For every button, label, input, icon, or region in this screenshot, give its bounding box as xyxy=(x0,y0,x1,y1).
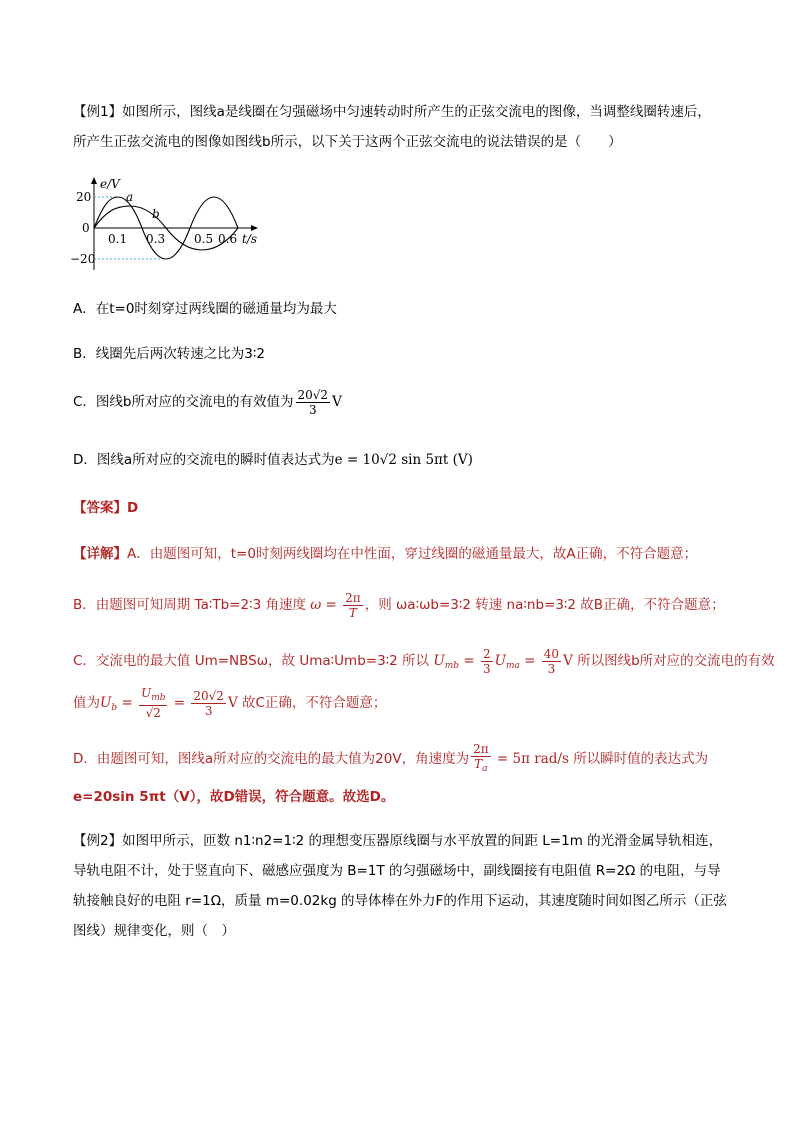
graph-ylabel: e/V xyxy=(100,177,120,191)
ex1-question-line2: 所产生正弦交流电的图像如图线b所示，以下关于这两个正弦交流电的说法错误的是（ ） xyxy=(73,134,622,150)
ex1-question-line1: 【例1】如图所示，图线a是线圈在匀强磁场中匀速转动时所产生的正弦交流电的图像，当调整线圈转速后， xyxy=(73,104,711,120)
graph-xtick-06: 0.6 xyxy=(218,232,238,246)
explain-d-line2: e=20sin 5πt（V），故D错误，符合题意。故选D。 xyxy=(73,789,395,805)
explain-c-mid: 所以图线b所对应的交流电的有效 xyxy=(577,653,775,669)
graph-ytick-20: 20 xyxy=(76,190,92,204)
option-d-text: D．图线a所对应的交流电的瞬时值表达式为 xyxy=(73,452,335,468)
explain-b-post: ，则 ωa∶ωb=3∶2 转速 na∶nb=3∶2 故B正确，不符合题意； xyxy=(364,597,725,613)
explain-c-line2-post: 故C正确，不符合题意； xyxy=(242,695,387,711)
graph-ytick-0: 0 xyxy=(82,221,90,235)
answer-label: 【答案】 xyxy=(73,500,127,516)
ex1-option-c xyxy=(73,387,342,417)
graph-xtick-01: 0.1 xyxy=(108,232,128,246)
option-d-expression: e = 10√2 sin 5πt (V) xyxy=(334,452,473,468)
explain-d-post: 所以瞬时值的表达式为 xyxy=(573,751,709,767)
option-c-text: C．图线b所对应的交流电的有效值为 xyxy=(73,394,294,410)
explain-a xyxy=(73,545,697,563)
answer xyxy=(73,499,138,517)
explain-b-pre: B．由题图可知周期 Ta∶Tb=2∶3 角速度 xyxy=(73,597,306,613)
ex1-option-d xyxy=(73,451,473,469)
explain-c-pre: C．交流电的最大值 Um=NBSω，故 Uma∶Umb=3∶2 所以 xyxy=(73,653,430,669)
graph-ytick-neg20: −20 xyxy=(70,252,96,266)
graph-y-arrow xyxy=(91,177,97,184)
ex1-option-a: A．在t=0时刻穿过两线圈的磁通量均为最大 xyxy=(73,301,337,317)
explain-a-text: A．由题图可知，t=0时刻两线圈均在中性面，穿过线圈的磁通量最大，故A正确，不符合题意； xyxy=(127,546,698,562)
explain-d-line1: D．由题图可知，图线a所对应的交流电的最大值为20V，角速度为 $\frac{2\pi}{T_a}$ = 5π rad/s 所以瞬时值的表达式为 xyxy=(73,742,709,774)
explain-label: 【详解】 xyxy=(73,546,127,562)
graph-xlabel: t/s xyxy=(242,232,258,246)
graph-xtick-05: 0.5 xyxy=(194,232,214,246)
explain-c-line2: 值为$U_b$ = $\frac{U_{mb}}{√2}$ = $\frac{20√2}{3}$ V 故C正确，不符合题意； xyxy=(73,686,387,720)
answer-value: D xyxy=(127,500,139,516)
explain-c-line1: C．交流电的最大值 Um=NBSω，故 Uma∶Umb=3∶2 所以 $U_{mb}$ = $\frac{2}{3}$ $U_{ma}$ = $\frac{40}{3}$ V 所以图线b所对应的交流电的有效 xyxy=(73,646,775,676)
option-c-unit: V xyxy=(332,394,342,410)
graph-xtick-03: 0.3 xyxy=(146,232,166,246)
ex2-question-line4: 图线）规律变化，则（ ） xyxy=(73,923,235,939)
ex1-sine-graph xyxy=(70,175,270,275)
graph-label-b: b xyxy=(152,207,160,221)
explain-d-pre: D．由题图可知，图线a所对应的交流电的最大值为20V，角速度为 xyxy=(73,751,470,767)
option-c-fraction: $\frac{20√2}{3}$ xyxy=(297,387,329,417)
graph-x-arrow xyxy=(251,225,258,231)
explain-c-line2-pre: 值为 xyxy=(73,695,100,711)
explain-b-fraction: $\frac{2\pi}{T}$ xyxy=(345,590,361,620)
ex1-option-b: B．线圈先后两次转速之比为3∶2 xyxy=(73,346,265,362)
explain-b: B．由题图可知周期 Ta∶Tb=2∶3 角速度 ω = $\frac{2\pi}{T}$ ，则 ωa∶ωb=3∶2 转速 na∶nb=3∶2 故B正确，不符合题意； xyxy=(73,590,725,620)
ex2-question-line1: 【例2】如图甲所示，匝数 n1∶n2=1∶2 的理想变压器原线圈与水平放置的间距 L=1m 的光滑金属导轨相连， xyxy=(73,833,723,849)
ex2-question-line3: 轨接触良好的电阻 r=1Ω，质量 m=0.02kg 的导体棒在外力F的作用下运动，其速度随时间如图乙所示（正弦 xyxy=(73,893,727,909)
graph-label-a: a xyxy=(126,190,134,204)
ex2-question-line2: 导轨电阻不计，处于竖直向下、磁感应强度为 B=1T 的匀强磁场中，副线圈接有电阻值 R=2Ω 的电阻，与导 xyxy=(73,863,721,879)
